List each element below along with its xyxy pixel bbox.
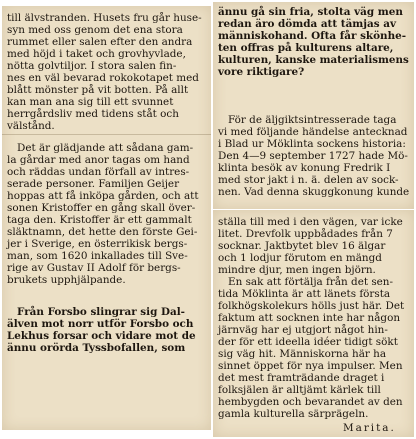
fold-crease xyxy=(2,134,211,135)
text-line: nötta golvtiljor. I stora salen fin- xyxy=(7,60,177,72)
clipping-right-bottom xyxy=(213,210,414,437)
text-line: gamla kulturella särprägeln. xyxy=(218,408,369,420)
text-line: Lekhus forsar och vidare mot de xyxy=(7,330,196,342)
text-line: redan äro dömda att tämjas av xyxy=(218,18,397,30)
text-line: blått mönster på vit botten. På allt xyxy=(7,84,189,96)
text-line: Den 4—9 september 1727 hade Mö- xyxy=(218,150,408,162)
text-line: ännu gå sin fria, stolta väg men xyxy=(218,6,403,18)
text-line: Det är glädjande att sådana gam- xyxy=(17,142,194,154)
text-line: järnväg har ej utgjort något hin- xyxy=(218,324,388,336)
text-line: och 1 lodjur förutom en mängd xyxy=(218,252,382,264)
text-line: En sak att förtälja från det sen- xyxy=(228,276,394,288)
text-line: välstånd. xyxy=(7,120,55,132)
text-line: klinta besök av konung Fredrik I xyxy=(218,162,391,174)
text-line: sinnet öppet för nya impulser. Men xyxy=(218,360,403,372)
clipping-right-top xyxy=(213,2,414,209)
clipping-left-column xyxy=(2,6,211,430)
text-line: faktum att socknen inte har någon xyxy=(218,312,401,324)
text-line: jer i Sverige, en österrikisk bergs- xyxy=(7,238,188,250)
text-line: la gårdar med anor tagas om hand xyxy=(7,154,190,166)
text-line: nes en väl bevarad rokokotapet med xyxy=(7,72,199,84)
text-line: socknar. Jaktbytet blev 16 älgar xyxy=(218,240,386,252)
text-line: det mest framträdande draget i xyxy=(218,372,385,384)
text-line: ten offras på kulturens altare, xyxy=(218,42,394,54)
text-line: till älvstranden. Husets fru går huse- xyxy=(7,12,202,24)
text-line: rummet eller salen efter den andra xyxy=(7,36,193,48)
text-line: människohand. Ofta får skönhe- xyxy=(218,30,407,42)
text-line: med stor jakt i n. ä. delen av sock- xyxy=(218,174,399,186)
text-line: rige av Gustav II Adolf för bergs- xyxy=(7,262,181,274)
text-line: serade personer. Familjen Geijer xyxy=(7,178,180,190)
text-line: hembygden och bevarandet av den xyxy=(218,396,403,408)
text-line: litet. Drevfolk uppbådades från 7 xyxy=(218,228,393,240)
text-line: mindre djur, men ingen björn. xyxy=(218,264,376,276)
text-line: tida Möklinta är att länets första xyxy=(218,288,391,300)
text-line: nen. Vad denna skuggkonung kunde xyxy=(218,186,410,198)
text-line: hoppas att få inköpa gården, och att xyxy=(7,190,199,202)
text-line: kan man ana sig till ett svunnet xyxy=(7,96,174,108)
text-line: sonen Kristoffer en gång skall över- xyxy=(7,202,196,214)
text-line: i Blad ur Möklinta sockens historia: xyxy=(218,138,406,150)
text-line: ställa till med i den vägen, var icke xyxy=(218,216,403,228)
text-line: Från Forsbo slingrar sig Dal- xyxy=(17,306,185,318)
text-line: släktnamn, det hette den förste Gei- xyxy=(7,226,198,238)
text-line: vi med följande händelse antecknad xyxy=(218,126,408,138)
text-line: med höjd i taket och grovhyvlade, xyxy=(7,48,186,60)
text-line: folksjälen är alltjämt kärlek till xyxy=(218,384,381,396)
text-line: älven mot norr utför Forsbo och xyxy=(7,318,194,330)
text-line: ännu orörda Tyssbofallen, som xyxy=(7,342,186,354)
text-line: För de äljgiktsintresserade taga xyxy=(228,114,397,126)
text-line: folkhögskolekurs hölls just här. Det xyxy=(218,300,405,312)
text-line: taga den. Kristoffer är ett gammalt xyxy=(7,214,192,226)
text-line: brukets upphjälpande. xyxy=(7,274,126,286)
text-line: herrgårdsliv med tidens ståt och xyxy=(7,108,179,120)
signature: Marita. xyxy=(343,422,396,434)
text-line: vore riktigare? xyxy=(218,66,305,78)
text-line: sig väg hit. Människorna här ha xyxy=(218,348,387,360)
text-line: man, som 1620 inkallades till Sve- xyxy=(7,250,188,262)
text-line: kulturen, kanske materialismens xyxy=(218,54,409,66)
text-line: och räddas undan förfall av intres- xyxy=(7,166,190,178)
text-line: der för ett ideella idéer tidigt sökt xyxy=(218,336,398,348)
text-line: syn med oss genom det ena stora xyxy=(7,24,183,36)
